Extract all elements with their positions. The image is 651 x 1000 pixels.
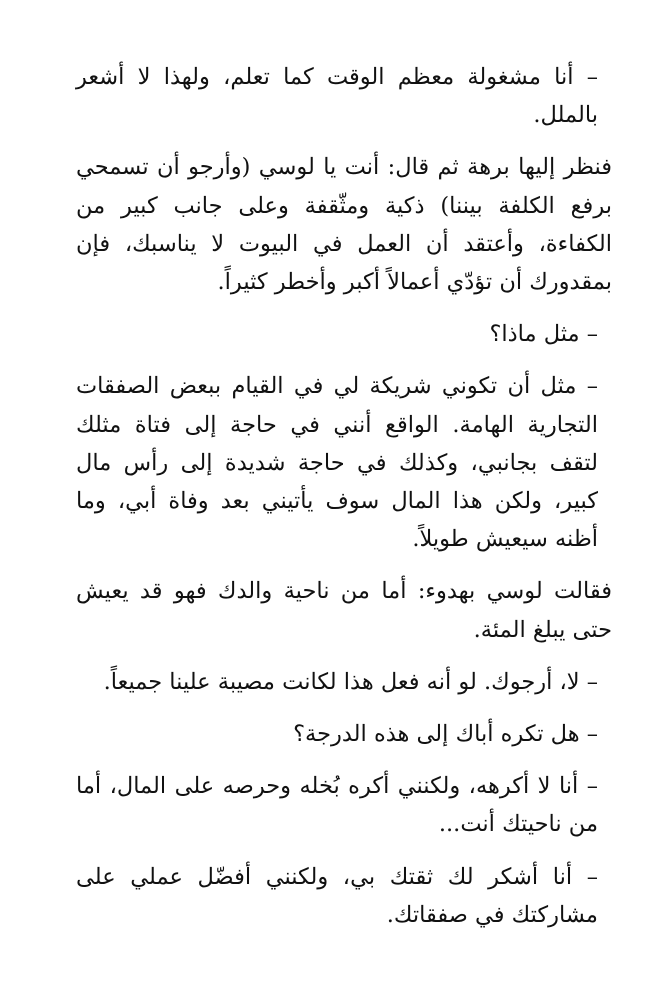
paragraph-1: – أنا مشغولة معظم الوقت كما تعلم، ولهذا لا أشعر بالملل.	[76, 64, 598, 129]
paragraph-8: – أنا لا أكرهه، ولكنني أكره بُخله وحرصه على المال، أما من ناحيتك أنت...	[76, 773, 598, 838]
paragraph-5: فقالت لوسي بهدوء: أما من ناحية والدك فهو قد يعيش حتى يبلغ المئة.	[76, 578, 612, 643]
paragraph-4: – مثل أن تكوني شريكة لي في القيام ببعض الصفقات التجارية الهامة. الواقع أنني في حاجة إلى فتاة مثلك لتقف بجانبي، وكذلك في حاجة شديدة إلى رأس مال كبير، ولكن هذا المال سوف يأتيني بعد وفاة أبي، وما أظنه سيعيش طويلاً.	[76, 373, 598, 553]
paragraph-6: – لا، أرجوك. لو أنه فعل هذا لكانت مصيبة علينا جميعاً.	[103, 668, 598, 695]
book-page	[76, 58, 612, 948]
paragraph-7: – هل تكره أباك إلى هذه الدرجة؟	[293, 721, 598, 748]
paragraph-9: – أنا أشكر لك ثقتك بي، ولكنني أفضّل عملي على مشاركتك في صفقاتك.	[76, 863, 598, 928]
paragraph-2: فنظر إليها برهة ثم قال: أنت يا لوسي (وأرجو أن تسمحي برفع الكلفة بيننا) ذكية ومثّقفة وعلى جانب كبير من الكفاءة، وأعتقد أن العمل في البيوت لا يناسبك، فإن بمقدورك أن تؤدّي أعمالاً أكبر وأخطر كثيراً.	[76, 154, 612, 296]
paragraph-3: – مثل ماذا؟	[489, 321, 598, 348]
